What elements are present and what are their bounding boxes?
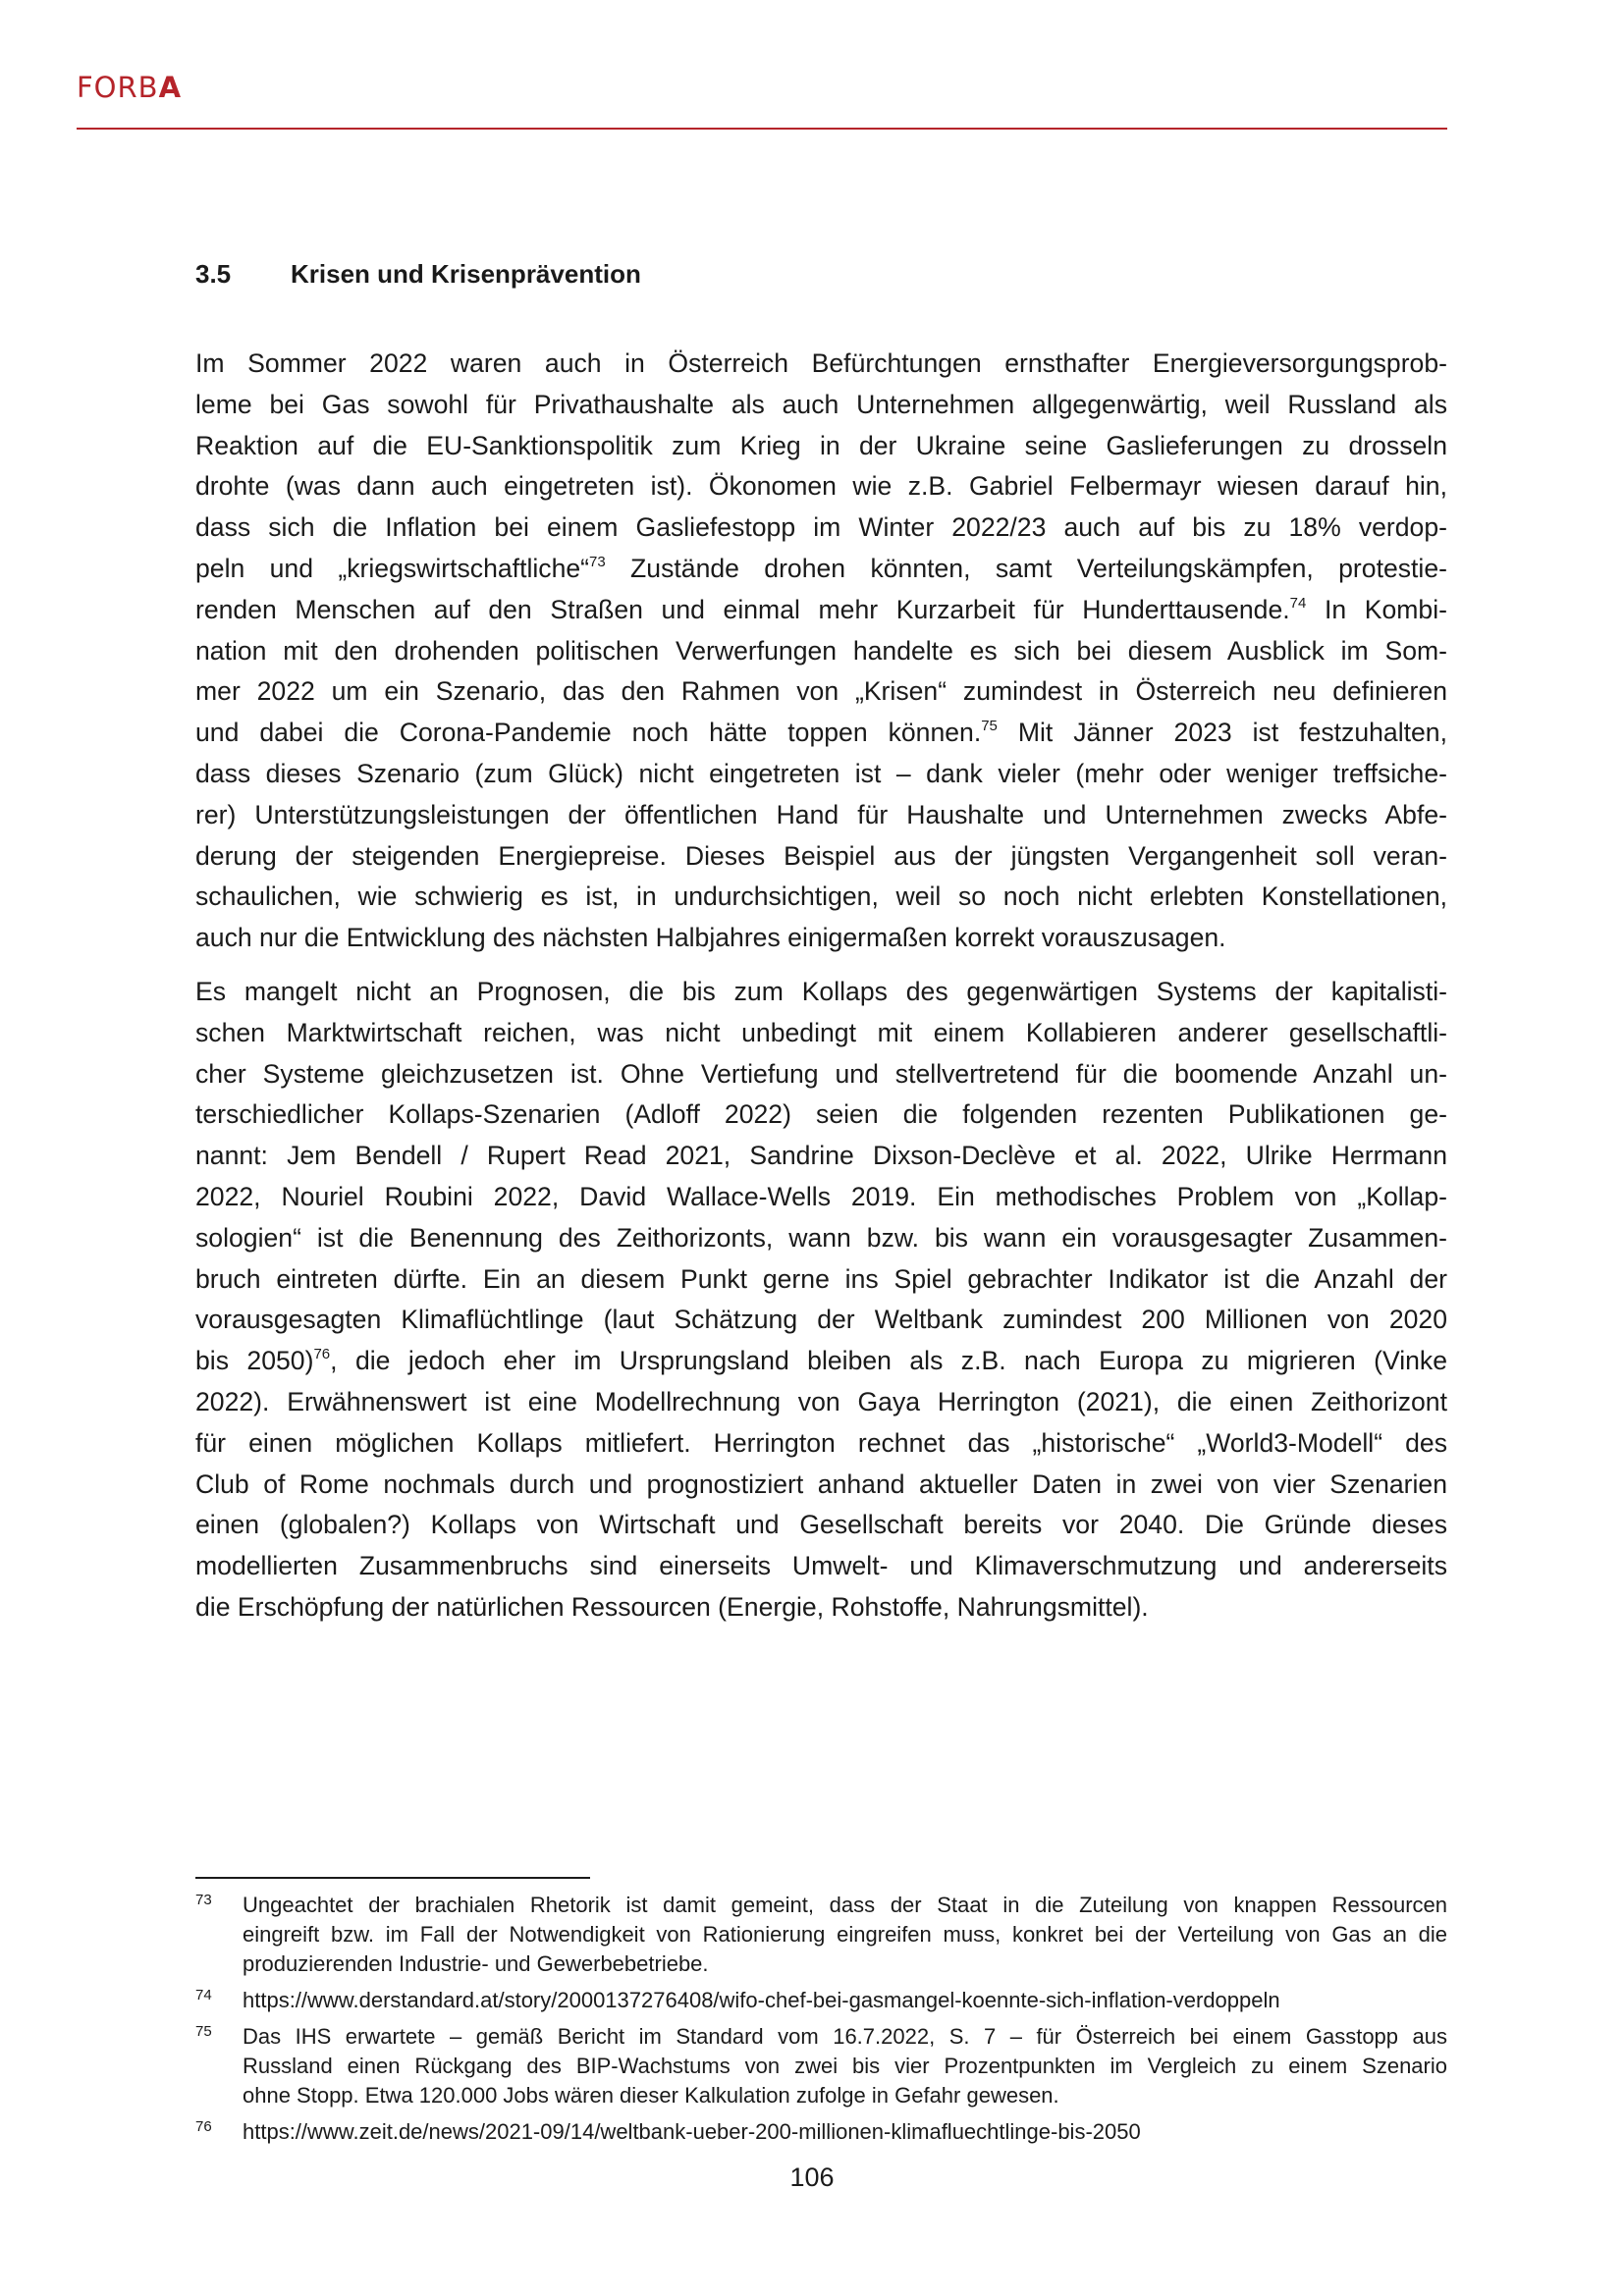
text-line: cher Systeme gleichzusetzen ist. Ohne Vertiefung und stellvertretend für die boomende Anzahl un- [195,1058,1447,1089]
text-line: nannt: Jem Bendell / Rupert Read 2021, Sandrine Dixson-Declève et al. 2022, Ulrike Herrmann [195,1141,1447,1171]
section-title: Krisen und Krisenprävention [291,259,641,289]
text-line: Es mangelt nicht an Prognosen, die bis zum Kollaps des gegenwärtigen Systems der kapitalisti- [195,976,1447,1006]
paragraph-2 [195,972,1447,1629]
footnote-line: eingreift bzw. im Fall der Notwendigkeit von Rationierung eingreifen muss, konkret bei der Verteilung von Gas an die [243,1922,1447,1947]
footnote-link[interactable]: https://www.zeit.de/news/2021-09/14/weltbank-ueber-200-millionen-klimafluechtlinge-bis-2050 [243,2119,1141,2144]
footnote-line: Das IHS erwartete – gemäß Bericht im Standard vom 16.7.2022, S. 7 – für Österreich bei einem Gasstopp aus [243,2024,1447,2049]
body-text [195,344,1447,1629]
text-span: renden Menschen auf den Straßen und einmal mehr Kurzarbeit für Hunderttausende. [195,594,1290,624]
text-line: Club of Rome nochmals durch und prognostiziert anhand aktueller Daten in zwei von vier Szenarien [195,1468,1447,1499]
text-line: 2022). Erwähnenswert ist eine Modellrechnung von Gaya Herrington (2021), die einen Zeithorizont [195,1386,1447,1416]
footnote-76 [195,2117,1447,2147]
text-line: derung der steigenden Energiepreise. Dieses Beispiel aus der jüngsten Vergangenheit soll veran- [195,840,1447,871]
footnote-ref-74[interactable]: 74 [1289,594,1307,612]
footnote-number: 76 [195,2118,212,2135]
header-rule [77,128,1447,130]
text-line [195,713,1447,754]
text-line: terschiedlicher Kollaps-Szenarien (Adloff 2022) seien die folgenden rezenten Publikationen ge- [195,1099,1447,1130]
footnote-ref-76[interactable]: 76 [313,1346,331,1363]
footnote-73 [195,1891,1447,1979]
logo-text-bold: A [158,71,183,104]
text-span: , die jedoch eher im Ursprungsland bleiben als z.B. nach Europa zu migrieren (Vinke [330,1346,1448,1376]
text-line: schaulichen, wie schwierig es ist, in undurchsichtigen, weil so noch nicht erlebten Konstellationen, [195,881,1447,912]
text-line: vorausgesagten Klimaflüchtlinge (laut Schätzung der Weltbank zumindest 200 Millionen von 2020 [195,1305,1447,1335]
footnote-number: 74 [195,1987,212,2003]
text-line: modellierten Zusammenbruchs sind einerseits Umwelt- und Klimaverschmutzung und andererseits [195,1551,1447,1581]
text-line: rer) Unterstützungsleistungen der öffentlichen Hand für Haushalte und Unternehmen zwecks Abfe- [195,799,1447,829]
text-span: peln und „kriegswirtschaftliche“ [195,553,590,583]
text-line: 2022, Nouriel Roubini 2022, David Wallace-Wells 2019. Ein methodisches Problem von „Kollap- [195,1181,1447,1211]
text-line: Reaktion auf die EU-Sanktionspolitik zum Krieg in der Ukraine seine Gaslieferungen zu drosseln [195,430,1447,460]
footnote-separator [195,1877,590,1879]
text-line [195,549,1447,590]
text-line: leme bei Gas sowohl für Privathaushalte als auch Unternehmen allgegenwärtig, weil Russland als [195,389,1447,419]
text-line: Im Sommer 2022 waren auch in Österreich Befürchtungen ernsthafter Energieversorgungsprob- [195,348,1447,378]
text-line [195,1341,1447,1382]
text-line: auch nur die Entwicklung des nächsten Halbjahres einigermaßen korrekt vorauszusagen. [195,923,1226,953]
paragraph-1 [195,344,1447,959]
footnote-line: Ungeachtet der brachialen Rhetorik ist damit gemeint, dass der Staat in die Zuteilung von knappen Ressourcen [243,1893,1447,1917]
text-line: einen (globalen?) Kollaps von Wirtschaft und Gesellschaft bereits vor 2040. Die Gründe dieses [195,1510,1447,1540]
footnotes [195,1891,1447,2154]
footnote-number: 75 [195,2023,212,2040]
text-line: sologien“ ist die Benennung des Zeithorizonts, wann bzw. bis wann ein vorausgesagter Zusammen- [195,1222,1447,1253]
text-line: nation mit den drohenden politischen Verwerfungen handelte es sich bei diesem Ausblick im Som- [195,635,1447,666]
page-number: 106 [789,2163,835,2192]
text-line: dass sich die Inflation bei einem Gasliefestopp im Winter 2022/23 auch auf bis zu 18% verdop- [195,512,1447,543]
logo-text: FORB [77,71,159,104]
text-span: und dabei die Corona-Pandemie noch hätte toppen können. [195,718,982,748]
footnote-74 [195,1986,1447,2015]
forba-logo [77,71,182,104]
section-number: 3.5 [195,259,232,289]
section-heading [195,259,641,290]
footnote-75 [195,2022,1447,2110]
text-span: Zustände drohen könnten, samt Verteilungskämpfen, protestie- [605,553,1447,583]
footnote-ref-75[interactable]: 75 [981,718,998,735]
footnote-line: Russland einen Rückgang des BIP-Wachstums von zwei bis vier Prozentpunkten im Vergleich zu einem Szenario [243,2054,1447,2078]
text-line: drohte (was dann auch eingetreten ist). Ökonomen wie z.B. Gabriel Felbermayr wiesen darauf hin, [195,471,1447,502]
footnote-line: ohne Stopp. Etwa 120.000 Jobs wären dieser Kalkulation zufolge in Gefahr gewesen. [243,2083,1059,2108]
footnote-line: produzierenden Industrie- und Gewerbebetriebe. [243,1951,709,1976]
footnote-ref-73[interactable]: 73 [589,553,606,570]
text-line: die Erschöpfung der natürlichen Ressourcen (Energie, Rohstoffe, Nahrungsmittel). [195,1591,1149,1622]
text-line: bruch eintreten dürfte. Ein an diesem Punkt gerne ins Spiel gebrachter Indikator ist die Anzahl der [195,1263,1447,1294]
text-span: Mit Jänner 2023 ist festzuhalten, [997,718,1447,748]
text-span: bis 2050) [195,1346,314,1376]
text-span: In Kombi- [1306,594,1447,624]
text-line: für einen möglichen Kollaps mitliefert. Herrington rechnet das „historische“ „World3-Modell“ des [195,1427,1447,1458]
footnote-number: 73 [195,1892,212,1908]
footnote-link[interactable]: https://www.derstandard.at/story/2000137276408/wifo-chef-bei-gasmangel-koennte-sich-inflation-verdoppeln [243,1988,1280,2012]
text-line: mer 2022 um ein Szenario, das den Rahmen von „Krisen“ zumindest in Österreich neu definieren [195,676,1447,707]
text-line [195,590,1447,631]
text-line: dass dieses Szenario (zum Glück) nicht eingetreten ist – dank vieler (mehr oder weniger treffsiche- [195,758,1447,788]
text-line: schen Marktwirtschaft reichen, was nicht unbedingt mit einem Kollabieren anderer gesellschaftli- [195,1017,1447,1047]
